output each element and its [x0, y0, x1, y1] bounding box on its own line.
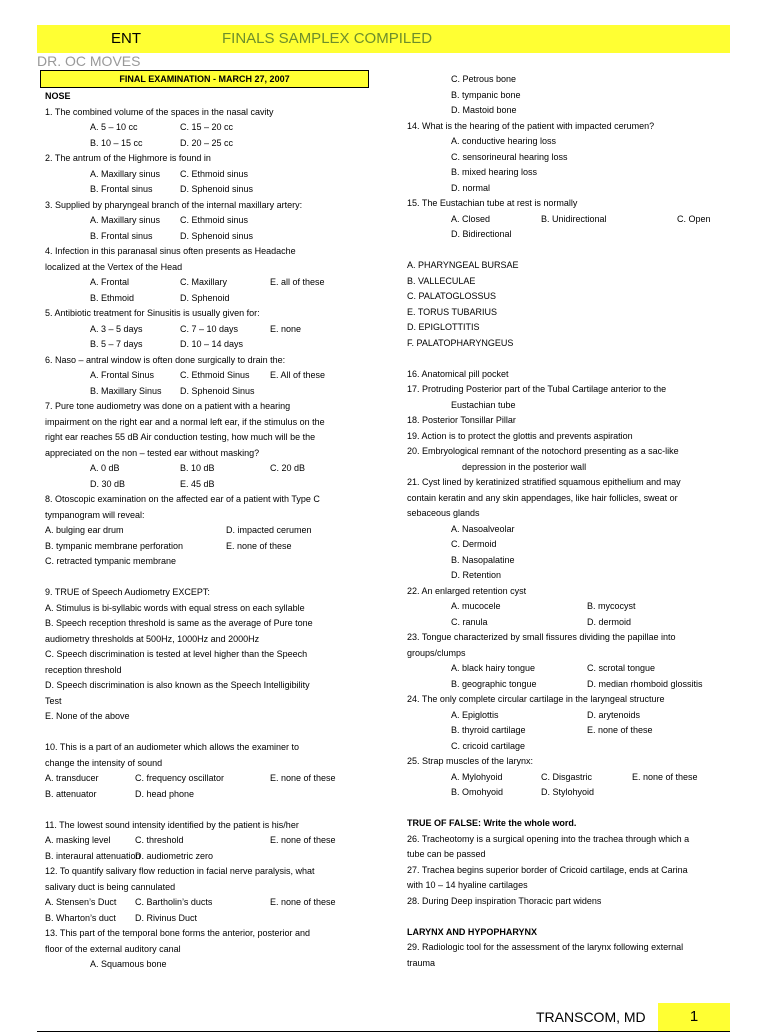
text-line: C. retracted tympanic membrane: [45, 556, 177, 566]
answer-options-line: [45, 787, 367, 803]
answer-option: D. 20 – 25 cc: [180, 137, 234, 148]
answer-options-line: [45, 911, 367, 927]
answer-option: D. impacted cerumen: [226, 525, 312, 535]
answer-option: C. Ethmoid Sinus: [180, 370, 250, 380]
text-line: F. PALATOPHARYNGEUS: [407, 337, 514, 348]
text-line: tympanogram will reveal:: [45, 509, 145, 520]
answer-options-line: [45, 833, 367, 849]
text-line: [407, 909, 730, 925]
answer-options-line: [45, 182, 367, 198]
text-line: 10. This is a part of an audiometer which allows the examiner to: [45, 742, 299, 752]
text-line: 2. The antrum of the Highmore is found in: [45, 153, 211, 163]
answer-option: C. frequency oscillator: [135, 773, 225, 783]
answer-options-line: [45, 291, 367, 307]
answer-option: Eustachian tube: [451, 399, 516, 410]
answer-option: C. Open: [677, 213, 711, 224]
answer-option: B. 10 – 15 cc: [90, 137, 143, 148]
answer-options-line: [45, 461, 367, 477]
answer-options-line: [45, 275, 367, 291]
text-line: LARYNX AND HYPOPHARYNX: [407, 926, 538, 937]
answer-option: D. 30 dB: [90, 478, 126, 489]
text-line: 8. Otoscopic examination on the affected ear of a patient with Type C: [45, 494, 320, 504]
answer-option: A. 3 – 5 days: [90, 323, 143, 334]
text-line: 6. Naso – antral window is often done surgically to drain the:: [45, 354, 286, 365]
author-subtitle: DR. OC MOVES: [37, 53, 141, 69]
answer-option: A. Stensen’s Duct: [45, 897, 117, 907]
text-line: [45, 725, 367, 741]
answer-option: A. Frontal Sinus: [90, 370, 155, 380]
answer-option: C. 7 – 10 days: [180, 323, 239, 334]
answer-options-line: [45, 337, 367, 353]
answer-options-line: [407, 615, 730, 631]
answer-option: B. tympanic membrane perforation: [45, 540, 184, 551]
right-column: [407, 72, 730, 971]
answer-option: C. Disgastric: [541, 771, 593, 782]
answer-option: A. Maxillary sinus: [90, 215, 161, 225]
answer-options-line: [45, 136, 367, 152]
answer-options-line: [45, 957, 367, 973]
answer-option: B. tympanic bone: [451, 89, 521, 100]
answer-option: B. mixed hearing loss: [451, 167, 538, 177]
answer-options-line: [45, 849, 367, 865]
text-line: trauma: [407, 957, 436, 968]
answer-option: B. thyroid cartilage: [451, 725, 526, 735]
subject-label: ENT: [37, 25, 215, 53]
answer-option: A. Mylohyoid: [451, 771, 503, 782]
text-line: 5. Antibiotic treatment for Sinusitis is usually given for:: [45, 308, 260, 318]
text-line: 14. What is the hearing of the patient with impacted cerumen?: [407, 120, 655, 131]
answer-option: B. interaural attenuation: [45, 850, 141, 861]
answer-option: C. Dermoid: [451, 539, 497, 549]
text-line: E. None of the above: [45, 711, 130, 721]
footer-name: TRANSCOM, MD: [536, 1009, 646, 1025]
answer-option: B. geographic tongue: [451, 678, 537, 689]
text-line: 1. The combined volume of the spaces in the nasal cavity: [45, 106, 274, 117]
text-line: [45, 570, 367, 586]
text-line: [45, 802, 367, 818]
text-line: A. PHARYNGEAL BURSAE: [407, 260, 519, 270]
text-line: reception threshold: [45, 664, 122, 675]
answer-option: D. audiometric zero: [135, 850, 214, 861]
answer-option: D. Sphenoid sinus: [180, 184, 254, 194]
text-line: B. VALLECULAE: [407, 275, 476, 286]
answer-option: C. sensorineural hearing loss: [451, 151, 568, 162]
left-column: [45, 89, 367, 973]
answer-option: C. ranula: [451, 616, 488, 627]
answer-option: A. 5 – 10 cc: [90, 122, 138, 132]
answer-options-line: [45, 120, 367, 136]
answer-options-line: [407, 677, 730, 693]
answer-option: E. All of these: [270, 370, 326, 380]
text-line: 24. The only complete circular cartilage in the laryngeal structure: [407, 694, 665, 704]
answer-option: D. Rivinus Duct: [135, 912, 198, 923]
answer-options-line: [45, 771, 367, 787]
answer-option: A. black hairy tongue: [451, 663, 536, 673]
text-line: change the intensity of sound: [45, 757, 163, 768]
answer-option: D. Stylohyoid: [541, 787, 595, 797]
text-line: contain keratin and any skin appendages, like hair follicles, sweat or: [407, 492, 678, 503]
exam-title: FINAL EXAMINATION - MARCH 27, 2007: [40, 70, 369, 88]
text-line: Test: [45, 695, 62, 706]
answer-options-line: [407, 708, 730, 724]
text-line: salivary duct is being cannulated: [45, 881, 176, 892]
text-line: D. EPIGLOTTITIS: [407, 322, 480, 332]
text-line: sebaceous glands: [407, 508, 480, 518]
text-line: localized at the Vertex of the Head: [45, 261, 183, 272]
answer-options-line: [45, 229, 367, 245]
text-line: 19. Action is to protect the glottis and prevents aspiration: [407, 430, 633, 441]
answer-options-line: [45, 368, 367, 384]
answer-option: C. cricoid cartilage: [451, 740, 526, 751]
answer-option: C. threshold: [135, 835, 184, 845]
text-line: 16. Anatomical pill pocket: [407, 368, 509, 379]
answer-option: B. Nasopalatine: [451, 554, 515, 565]
text-line: 7. Pure tone audiometry was done on a patient with a hearing: [45, 401, 291, 411]
answer-option: D. dermoid: [587, 616, 632, 627]
answer-option: B. 10 dB: [180, 463, 215, 473]
answer-options-line: [45, 322, 367, 338]
answer-option: D. normal: [451, 182, 491, 193]
text-line: 9. TRUE of Speech Audiometry EXCEPT:: [45, 587, 210, 597]
answer-option: B. Omohyoid: [451, 787, 504, 797]
text-line: 4. Infection in this paranasal sinus often presents as Headache: [45, 246, 296, 256]
answer-option: A. Closed: [451, 213, 491, 224]
page-number: 1: [658, 1003, 730, 1031]
answer-option: C. 20 dB: [270, 463, 306, 473]
answer-option: B. Ethmoid: [90, 292, 135, 303]
text-line: tube can be passed: [407, 849, 486, 859]
answer-options-line: [45, 523, 367, 539]
answer-option: A. Squamous bone: [90, 959, 167, 969]
text-line: C. PALATOGLOSSUS: [407, 291, 497, 301]
text-line: depression in the posterior wall: [462, 461, 587, 472]
answer-option: A. masking level: [45, 835, 111, 845]
answer-option: B. mycocyst: [587, 601, 636, 611]
text-line: E. TORUS TUBARIUS: [407, 306, 498, 317]
answer-option: B. Maxillary Sinus: [90, 385, 162, 396]
text-line: impairment on the right ear and a normal left ear, if the stimulus on the: [45, 416, 325, 427]
text-line: TRUE OF FALSE: Write the whole word.: [407, 818, 577, 828]
answer-option: E. none of these: [587, 725, 653, 735]
answer-option: A. bulging ear drum: [45, 525, 124, 535]
answer-options-line: [407, 785, 730, 801]
text-line: C. Speech discrimination is tested at level higher than the Speech: [45, 649, 308, 659]
answer-options-line: [45, 539, 367, 555]
document-title: FINALS SAMPLEX COMPILED: [215, 25, 730, 53]
answer-option: E. none of these: [270, 773, 336, 783]
answer-option: A. Epiglottis: [451, 709, 499, 720]
answer-options-line: [407, 599, 730, 615]
text-line: 27. Trachea begins superior border of Cricoid cartilage, ends at Carina: [407, 864, 688, 875]
text-line: 18. Posterior Tonsillar Pillar: [407, 415, 516, 425]
answer-option: B. Frontal sinus: [90, 230, 153, 241]
answer-options-line: [407, 212, 730, 228]
text-line: [407, 801, 730, 817]
answer-option: B. Frontal sinus: [90, 184, 153, 194]
answer-option: A. Nasoalveolar: [451, 523, 515, 534]
answer-option: E. none of these: [632, 771, 698, 782]
answer-option: C. Bartholin’s ducts: [135, 897, 213, 907]
answer-option: D. Bidirectional: [451, 229, 512, 239]
text-line: 12. To quantify salivary flow reduction in facial nerve paralysis, what: [45, 866, 315, 876]
text-line: 23. Tongue characterized by small fissures dividing the papillae into: [407, 632, 676, 642]
answer-option: C. Ethmoid sinus: [180, 215, 249, 225]
answer-option: D. 10 – 14 days: [180, 339, 244, 349]
text-line: with 10 – 14 hyaline cartilages: [407, 880, 528, 890]
answer-option: B. attenuator: [45, 788, 97, 799]
text-line: 17. Protruding Posterior part of the Tubal Cartilage anterior to the: [407, 384, 667, 394]
text-line: 25. Strap muscles of the larynx:: [407, 756, 534, 766]
text-line: NOSE: [45, 91, 71, 101]
text-line: 15. The Eustachian tube at rest is normally: [407, 198, 578, 208]
answer-option: D. head phone: [135, 788, 195, 799]
answer-option: D. Sphenoid sinus: [180, 230, 254, 241]
text-line: appreciated on the non – tested ear without masking?: [45, 447, 260, 458]
answer-option: A. mucocele: [451, 601, 501, 611]
answer-option: C. Ethmoid sinus: [180, 168, 249, 179]
text-line: 28. During Deep inspiration Thoracic part widens: [407, 895, 602, 906]
answer-option: D. Sphenoid Sinus: [180, 385, 255, 396]
answer-options-line: [407, 770, 730, 786]
answer-option: D. median rhomboid glossitis: [587, 678, 703, 689]
answer-option: C. Petrous bone: [451, 74, 517, 84]
answer-options-line: [45, 895, 367, 911]
answer-option: B. Wharton’s duct: [45, 912, 116, 923]
answer-options-line: [45, 384, 367, 400]
text-line: 26. Tracheotomy is a surgical opening into the trachea through which a: [407, 833, 690, 844]
answer-options-line: [45, 213, 367, 229]
answer-option: A. Frontal: [90, 277, 130, 287]
answer-option: B. Unidirectional: [541, 213, 607, 224]
answer-options-line: [407, 661, 730, 677]
answer-option: E. all of these: [270, 277, 325, 287]
text-line: 20. Embryological remnant of the notochord presenting as a sac-like: [407, 446, 679, 456]
answer-option: C. Maxillary: [180, 277, 228, 287]
answer-option: A. transducer: [45, 773, 99, 783]
text-line: D. Speech discrimination is also known as the Speech Intelligibility: [45, 680, 310, 690]
text-line: [407, 243, 730, 259]
answer-options-line: [45, 477, 367, 493]
text-line: groups/clumps: [407, 647, 466, 658]
answer-option: C. 15 – 20 cc: [180, 122, 234, 132]
answer-option: E. none: [270, 323, 302, 334]
answer-option: E. none of these: [270, 835, 336, 845]
answer-options-line: [407, 723, 730, 739]
answer-option: D. arytenoids: [587, 709, 641, 720]
answer-option: E. none of these: [226, 540, 292, 551]
text-line: 29. Radiologic tool for the assessment of the larynx following external: [407, 942, 684, 952]
text-line: floor of the external auditory canal: [45, 943, 181, 954]
answer-option: A. conductive hearing loss: [451, 136, 557, 146]
text-line: 21. Cyst lined by keratinized stratified squamous epithelium and may: [407, 477, 681, 487]
answer-option: D. Mastoid bone: [451, 105, 517, 115]
answer-option: A. Maxillary sinus: [90, 168, 161, 179]
text-line: audiometry thresholds at 500Hz, 1000Hz and 2000Hz: [45, 633, 260, 644]
answer-option: E. 45 dB: [180, 478, 215, 489]
answer-option: C. scrotal tongue: [587, 663, 656, 673]
text-line: [407, 351, 730, 367]
answer-option: E. none of these: [270, 897, 336, 907]
answer-option: D. Retention: [451, 570, 502, 580]
text-line: right ear reaches 55 dB Air conduction testing, how much will be the: [45, 432, 316, 442]
answer-options-line: [45, 167, 367, 183]
text-line: 3. Supplied by pharyngeal branch of the internal maxillary artery:: [45, 199, 303, 210]
text-line: 11. The lowest sound intensity identified by the patient is his/her: [45, 819, 299, 830]
text-line: 22. An enlarged retention cyst: [407, 585, 527, 596]
text-line: B. Speech reception threshold is same as the average of Pure tone: [45, 618, 313, 628]
text-line: 13. This part of the temporal bone forms the anterior, posterior and: [45, 928, 310, 938]
answer-option: B. 5 – 7 days: [90, 339, 143, 349]
answer-option: D. Sphenoid: [180, 292, 230, 303]
answer-option: A. 0 dB: [90, 463, 120, 473]
text-line: A. Stimulus is bi-syllabic words with equal stress on each syllable: [45, 602, 305, 613]
